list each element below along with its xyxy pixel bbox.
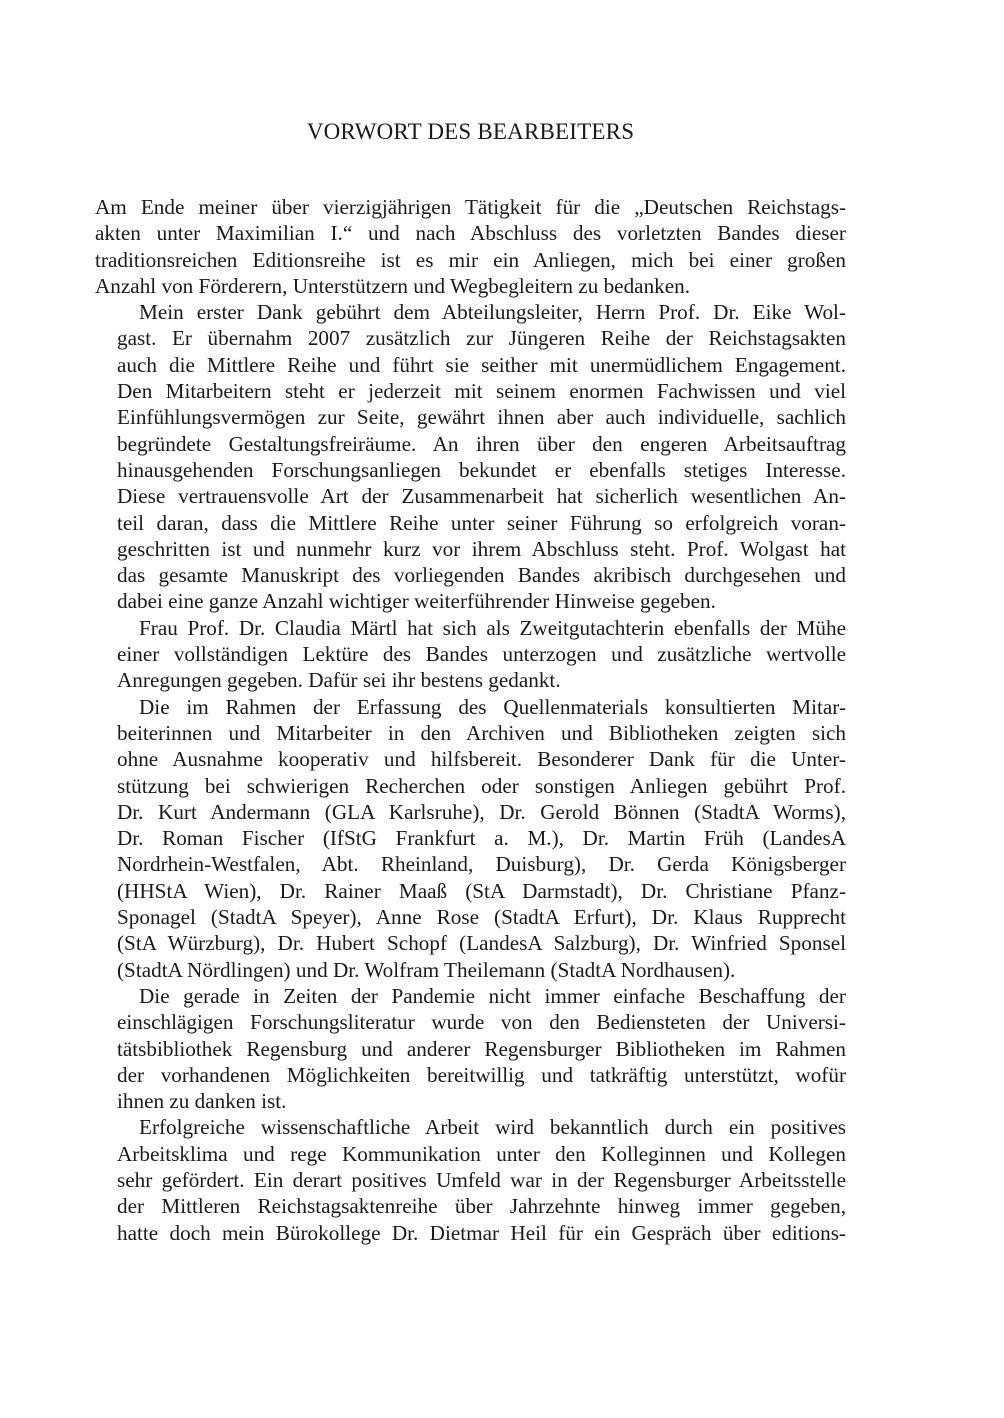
text-line: sehr gefördert. Ein derart positives Umfeld war in der Regensburger Arbeitsstelle [117,1167,846,1192]
text-line: Arbeitsklima und rege Kommunikation unter den Kolleginnen und Kollegen [117,1141,846,1166]
text-line: Nordrhein-Westfalen, Abt. Rheinland, Duisburg), Dr. Gerda Königsberger [117,852,846,877]
text-line: ihnen zu danken ist. [117,1089,287,1114]
text-line: Dr. Kurt Andermann (GLA Karlsruhe), Dr. Gerold Bönnen (StadtA Worms), [117,799,846,824]
text-line: (StA Würzburg), Dr. Hubert Schopf (LandesA Salzburg), Dr. Winfried Sponsel [117,931,846,956]
text-line: einschlägigen Forschungsliteratur wurde von den Bediensteten der Universi- [117,1010,846,1035]
text-line: Sponagel (StadtA Speyer), Anne Rose (StadtA Erfurt), Dr. Klaus Rupprecht [117,905,846,930]
text-line: der Mittleren Reichstagsaktenreihe über Jahrzehnte hinweg immer gegeben, [117,1194,846,1219]
text-line: Die im Rahmen der Erfassung des Quellenmaterials konsultierten Mitar- [139,694,846,719]
paragraph-4 [95,694,846,983]
paragraph-2 [95,299,846,615]
text-line: Den Mitarbeitern steht er jederzeit mit seinem enormen Fachwissen und viel [117,379,846,404]
paragraph-3 [95,615,846,694]
text-line: ohne Ausnahme kooperativ und hilfsbereit. Besonderer Dank für die Unter- [117,747,846,772]
text-line: Erfolgreiche wissenschaftliche Arbeit wird bekanntlich durch ein positives [139,1115,846,1140]
text-line: stützung bei schwierigen Recherchen oder sonstigen Anliegen gebührt Prof. [117,773,846,798]
text-line: gast. Er übernahm 2007 zusätzlich zur Jüngeren Reihe der Reichstagsakten [117,326,846,351]
text-line: traditionsreichen Editionsreihe ist es mir ein Anliegen, mich bei einer großen [95,247,846,272]
text-line: der vorhandenen Möglichkeiten bereitwillig und tatkräftig unterstützt, wofür [117,1062,846,1087]
text-line: Mein erster Dank gebührt dem Abteilungsleiter, Herrn Prof. Dr. Eike Wol- [139,300,846,325]
page-title: VORWORT DES BEARBEITERS [306,119,635,144]
text-line: Anzahl von Förderern, Unterstützern und Wegbegleitern zu bedanken. [95,273,691,298]
text-line: einer vollständigen Lektüre des Bandes unterzogen und zusätzliche wertvolle [117,642,846,667]
text-line: geschritten ist und nunmehr kurz vor ihrem Abschluss steht. Prof. Wolgast hat [117,536,846,561]
text-line: (HHStA Wien), Dr. Rainer Maaß (StA Darmstadt), Dr. Christiane Pfanz- [117,878,846,903]
text-line: Dr. Roman Fischer (IfStG Frankfurt a. M.), Dr. Martin Früh (LandesA [117,826,846,851]
text-line: tätsbibliothek Regensburg und anderer Regensburger Bibliotheken im Rahmen [117,1036,846,1061]
text-line: Frau Prof. Dr. Claudia Märtl hat sich als Zweitgutachterin ebenfalls der Mühe [139,615,846,640]
text-line: Diese vertrauensvolle Art der Zusammenarbeit hat sicherlich wesentlichen An- [117,484,846,509]
text-line: teil daran, dass die Mittlere Reihe unter seiner Führung so erfolgreich voran- [117,510,846,535]
text-line: (StadtA Nördlingen) und Dr. Wolfram Theilemann (StadtA Nordhausen). [117,957,736,982]
paragraph-5 [95,983,846,1114]
text-line: begründete Gestaltungsfreiräume. An ihren über den engeren Arbeitsauftrag [117,431,846,456]
text-line: akten unter Maximilian I.“ und nach Abschluss des vorletzten Bandes dieser [95,221,846,246]
text-line: dabei eine ganze Anzahl wichtiger weiterführender Hinweise gegeben. [117,589,716,614]
text-line: hinausgehenden Forschungsanliegen bekundet er ebenfalls stetiges Interesse. [117,457,846,482]
text-line: Anregungen gegeben. Dafür sei ihr bestens gedankt. [117,668,561,693]
paragraph-6 [95,1114,846,1245]
text-line: Am Ende meiner über vierzigjährigen Tätigkeit für die „Deutschen Reichstags- [95,195,846,219]
paragraph-1 [95,194,846,299]
text-line: Einfühlungsvermögen zur Seite, gewährt ihnen aber auch individuelle, sachlich [117,405,846,430]
text-line: auch die Mittlere Reihe und führt sie seither mit unermüdlichem Engagement. [117,352,846,377]
text-line: Die gerade in Zeiten der Pandemie nicht immer einfache Beschaffung der [139,983,846,1008]
body-text [95,194,846,1246]
text-line: beiterinnen und Mitarbeiter in den Archiven und Bibliotheken zeigten sich [117,720,846,745]
text-line: hatte doch mein Bürokollege Dr. Dietmar Heil für ein Gespräch über editions- [117,1220,846,1245]
text-line: das gesamte Manuskript des vorliegenden Bandes akribisch durchgesehen und [117,563,846,588]
